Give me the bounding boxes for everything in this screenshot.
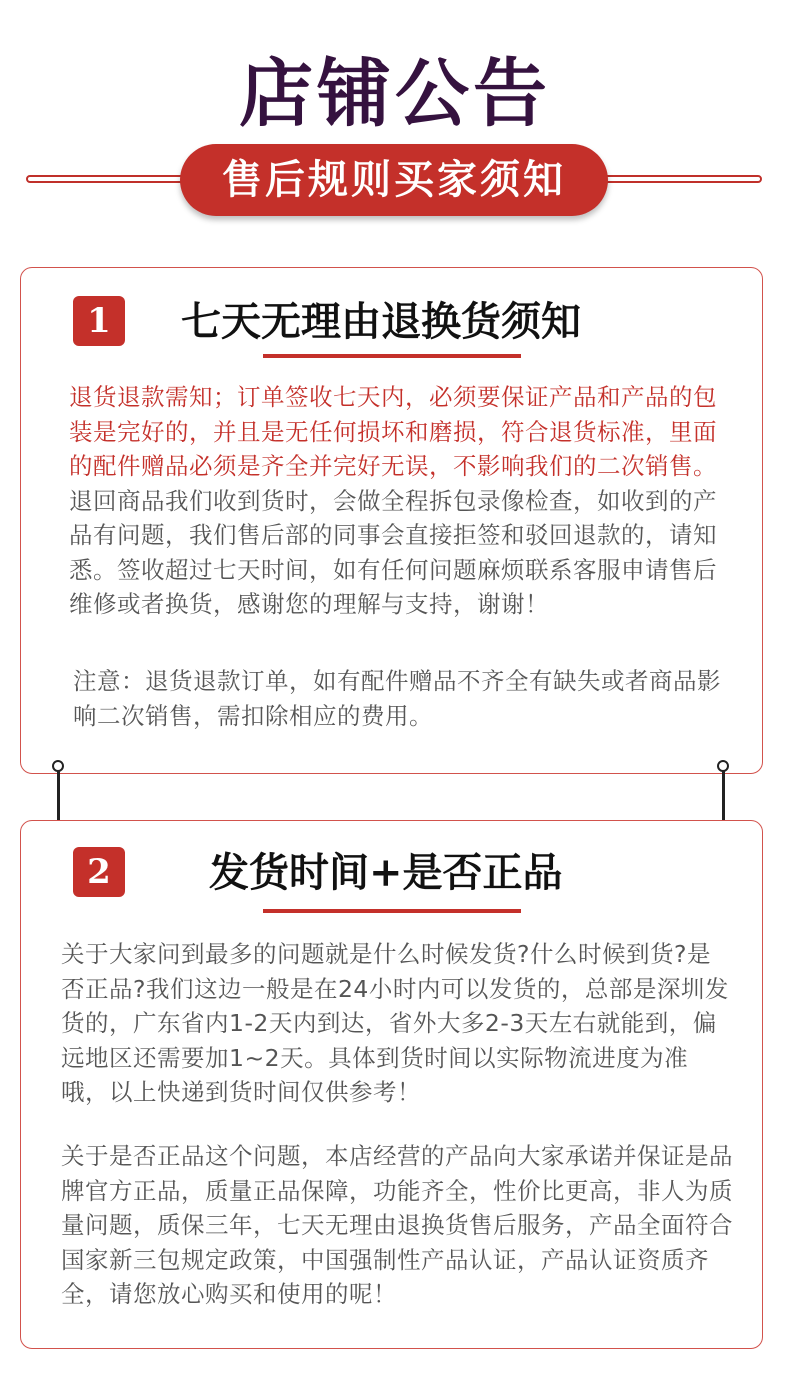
- section-number-badge: 2: [73, 847, 125, 897]
- section-card-shipping: [20, 820, 763, 1349]
- heading-underline: [263, 354, 521, 358]
- section-body: [69, 380, 721, 622]
- section-heading: 七天无理由退换货须知: [181, 298, 581, 345]
- section-heading: 发货时间+是否正品: [209, 849, 563, 896]
- subtitle-banner: 售后规则买家须知: [180, 144, 608, 216]
- body-text: 退回商品我们收到货时，会做全程拆包录像检查，如收到的产品有问题，我们售后部的同事会直接拒签和驳回退款的，请知悉。签收超过七天时间，如有任何问题麻烦联系客服申请售后维修或者换货，感谢您的理解与支持，谢谢！: [69, 486, 717, 618]
- highlight-text: 退货退款需知；订单签收七天内，必须要保证产品和产品的包装是完好的，并且是无任何损坏和磨损，符合退货标准，里面的配件赠品必须是齐全并完好无误，不影响我们的二次销售。: [69, 383, 717, 480]
- connector-bar: [722, 771, 725, 821]
- section-number-badge: 1: [73, 296, 125, 346]
- authenticity-paragraph: 关于是否正品这个问题，本店经营的产品向大家承诺并保证是品牌官方正品，质量正品保障，功能齐全，性价比更高，非人为质量问题，质保三年，七天无理由退换货售后服务，产品全面符合国家新三包规定政策，中国强制性产品认证，产品认证资质齐全，请您放心购买和使用的呢！: [61, 1142, 733, 1308]
- shipping-paragraph: 关于大家问到最多的问题就是什么时候发货?什么时候到货?是否正品?我们这边一般是在24小时内可以发货的，总部是深圳发货的，广东省内1-2天内到达，省外大多2-3天左右就能到，偏远地区还需要加1~2天。具体到货时间以实际物流进度为准哦，以上快递到货时间仅供参考！: [61, 940, 729, 1106]
- page-title: 店铺公告: [239, 51, 551, 137]
- connector-bar: [57, 771, 60, 821]
- subtitle-rule-left: [26, 175, 196, 183]
- heading-underline: [263, 909, 521, 913]
- section-note: 注意：退货退款订单，如有配件赠品不齐全有缺失或者商品影响二次销售，需扣除相应的费用。: [73, 667, 721, 730]
- section-card-return-policy: [20, 267, 763, 774]
- subtitle-rule-right: [594, 175, 762, 183]
